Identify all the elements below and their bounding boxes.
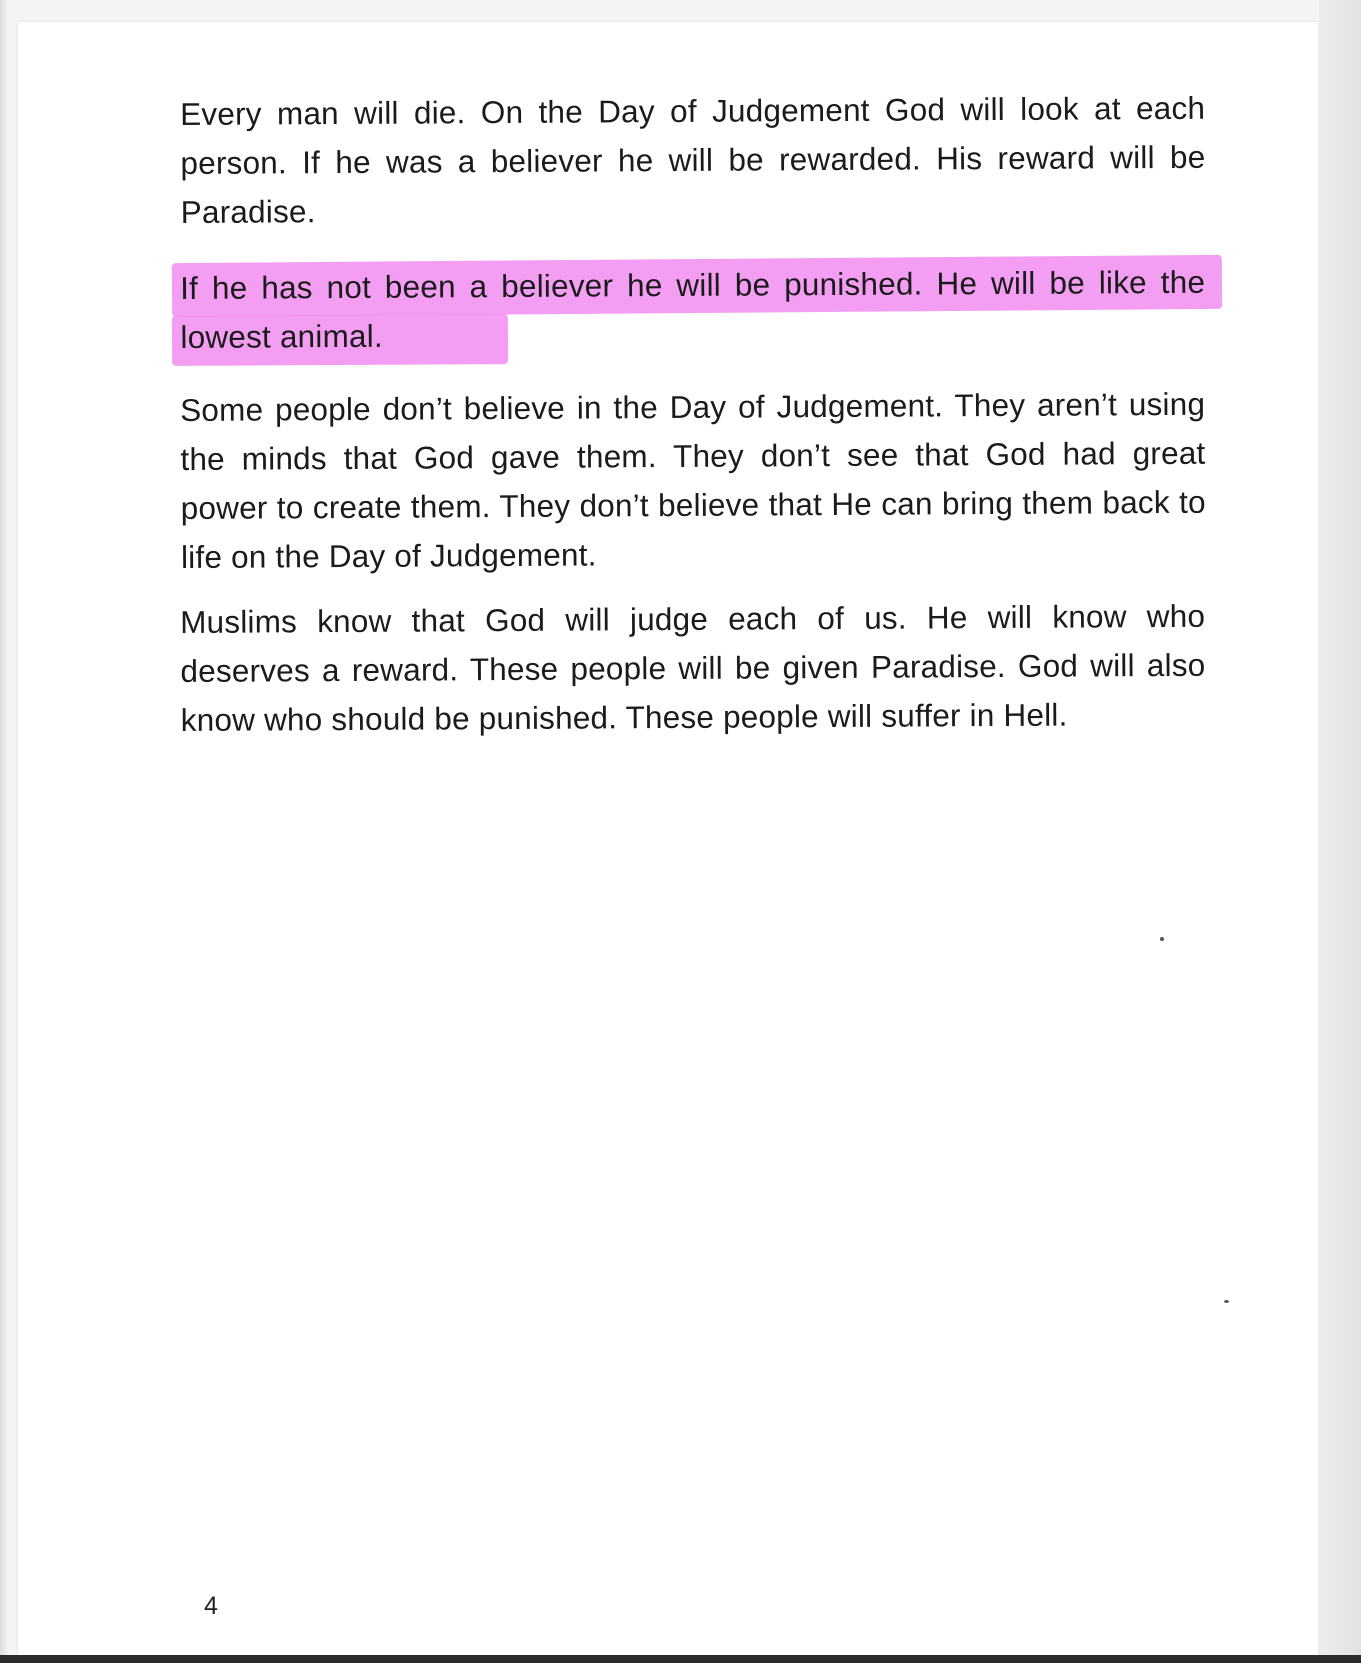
paragraph-judgement-intro: Every man will die. On the Day of Judgement God will look at each person. If he was a believer he will be rewarded. His reward will be Paradise.	[180, 89, 1206, 230]
scan-speck	[1224, 1300, 1229, 1303]
page-number: 4	[204, 1592, 218, 1620]
paragraph-non-believers: Some people don’t believe in the Day of Judgement. They aren’t using the minds that God gave them. They don’t see that God had great power to create them. They don’t believe that He can bring them back to life on the Day of Judgement.	[180, 385, 1206, 575]
scan-right-edge	[1319, 0, 1361, 1663]
scan-bottom-edge	[0, 1655, 1361, 1663]
scan-speck	[1160, 937, 1164, 941]
paragraph-muslims-know: Muslims know that God will judge each of us. He will know who deserves a reward. These people will be given Paradise. God will also know who should be punished. These people will suffer in Hell.	[180, 597, 1206, 738]
paragraph-highlighted-punishment: If he has not been a believer he will be punished. He will be like the lowest animal.	[180, 263, 1206, 355]
scan-left-edge	[0, 0, 8, 1663]
